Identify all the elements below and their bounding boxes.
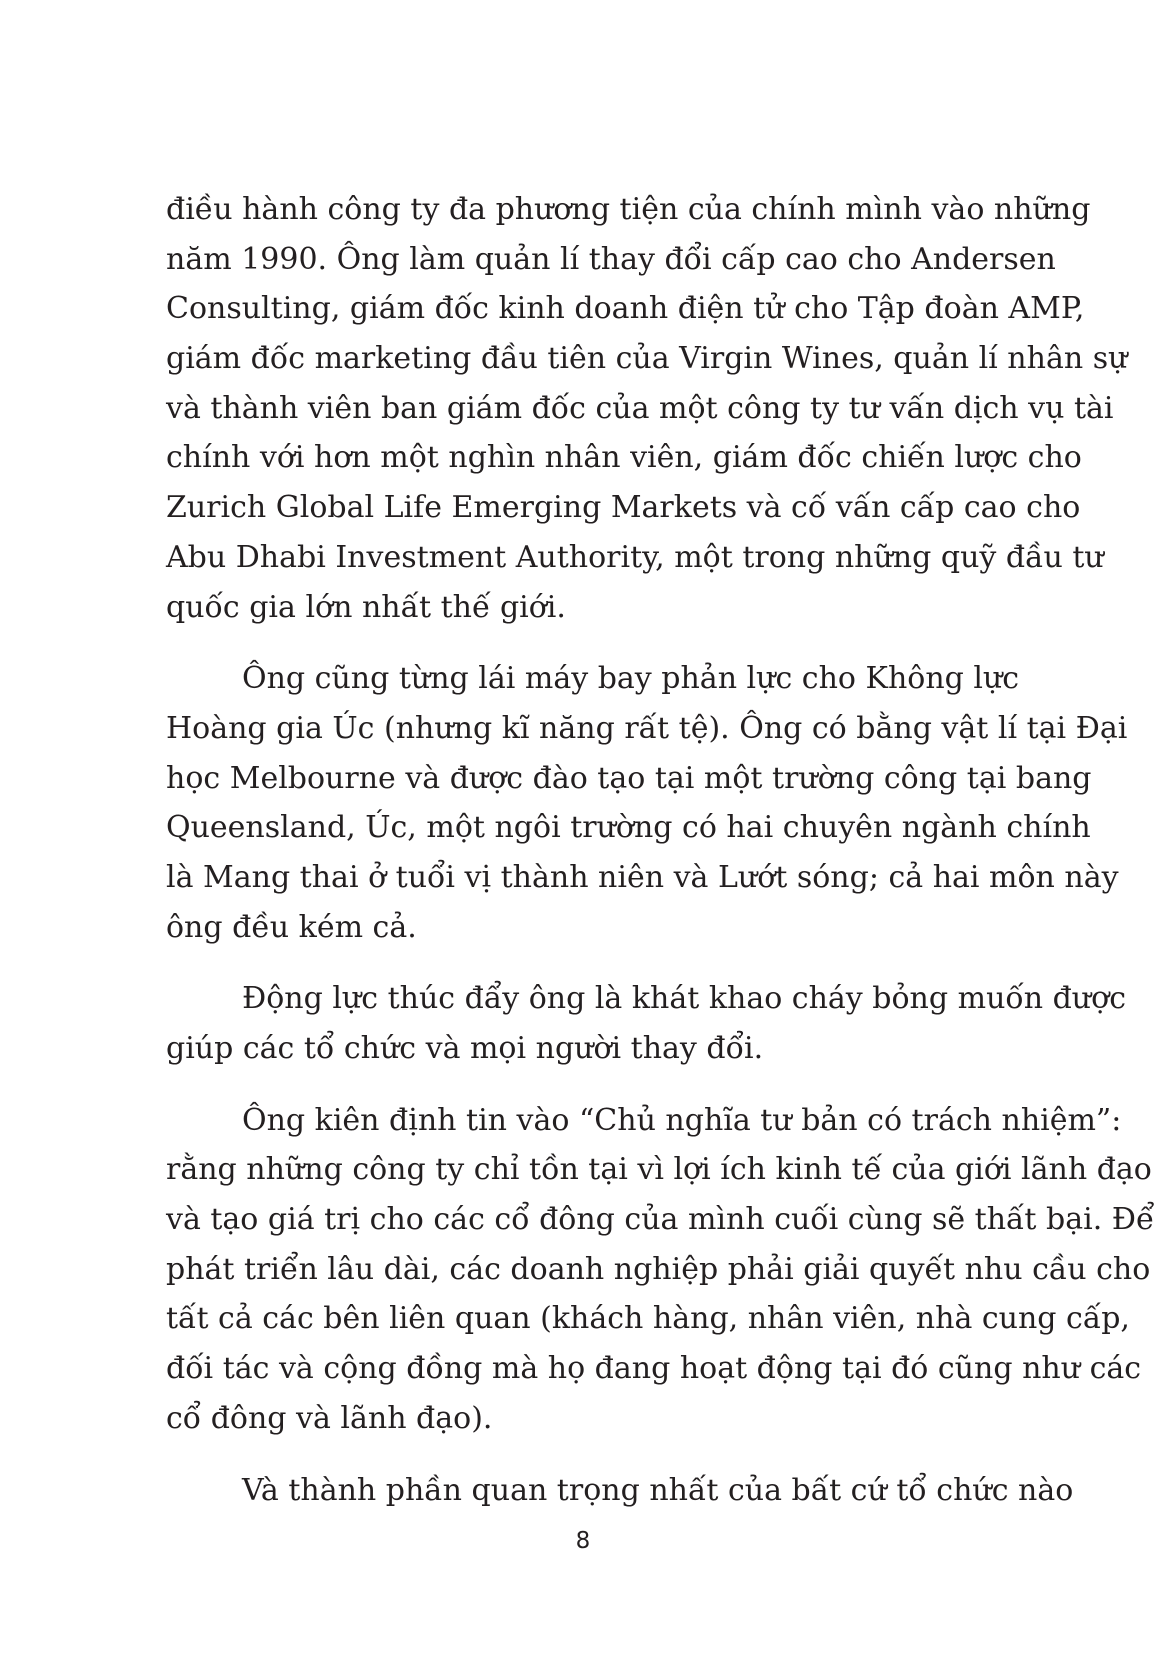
text-line: cổ đông và lãnh đạo). [166, 1400, 493, 1436]
text-line: tất cả các bên liên quan (khách hàng, nhân viên, nhà cung cấp, [166, 1301, 1130, 1337]
paragraph [166, 1096, 1155, 1444]
text-line: chính với hơn một nghìn nhân viên, giám đốc chiến lược cho [166, 440, 1082, 476]
text-line: Động lực thúc đẩy ông là khát khao cháy bỏng muốn được [242, 981, 1126, 1017]
text-line: và tạo giá trị cho các cổ đông của mình cuối cùng sẽ thất bại. Để [166, 1202, 1155, 1238]
text-line: giám đốc marketing đầu tiên của Virgin Wines, quản lí nhân sự [166, 341, 1128, 377]
text-line: Zurich Global Life Emerging Markets và cố vấn cấp cao cho [166, 490, 1081, 526]
text-line: quốc gia lớn nhất thế giới. [166, 589, 566, 625]
text-line: Queensland, Úc, một ngôi trường có hai chuyên ngành chính [166, 810, 1091, 846]
paragraph [166, 974, 1126, 1073]
text-line: rằng những công ty chỉ tồn tại vì lợi ích kinh tế của giới lãnh đạo [166, 1152, 1152, 1188]
text-line: ông đều kém cả. [166, 909, 417, 945]
text-line: đối tác và cộng đồng mà họ đang hoạt động tại đó cũng như các [166, 1351, 1142, 1387]
paragraph [166, 185, 1128, 632]
text-line: điều hành công ty đa phương tiện của chính mình vào những [166, 192, 1091, 227]
paragraph [166, 654, 1128, 952]
text-line: học Melbourne và được đào tạo tại một trường công tại bang [166, 760, 1092, 796]
text-line: năm 1990. Ông làm quản lí thay đổi cấp cao cho Andersen [166, 241, 1056, 277]
text-line: giúp các tổ chức và mọi người thay đổi. [166, 1031, 764, 1066]
text-line: Ông kiên định tin vào “Chủ nghĩa tư bản có trách nhiệm”: [242, 1102, 1122, 1138]
text-line: Và thành phần quan trọng nhất của bất cứ tổ chức nào [242, 1472, 1074, 1508]
text-line: Hoàng gia Úc (nhưng kĩ năng rất tệ). Ông có bằng vật lí tại Đại [166, 710, 1128, 746]
text-line: là Mang thai ở tuổi vị thành niên và Lướt sóng; cả hai môn này [166, 859, 1119, 895]
text-line: Ông cũng từng lái máy bay phản lực cho Không lực [242, 661, 1020, 697]
text-line: phát triển lâu dài, các doanh nghiệp phải giải quyết nhu cầu cho [166, 1251, 1151, 1287]
page-number: 8 [575, 1528, 591, 1554]
text-line: Abu Dhabi Investment Authority, một trong những quỹ đầu tư [166, 539, 1104, 575]
paragraph [166, 1466, 1074, 1516]
text-line: Consulting, giám đốc kinh doanh điện tử cho Tập đoàn AMP, [166, 291, 1085, 327]
page-body [166, 185, 1155, 1537]
text-line: và thành viên ban giám đốc của một công ty tư vấn dịch vụ tài [166, 390, 1114, 426]
